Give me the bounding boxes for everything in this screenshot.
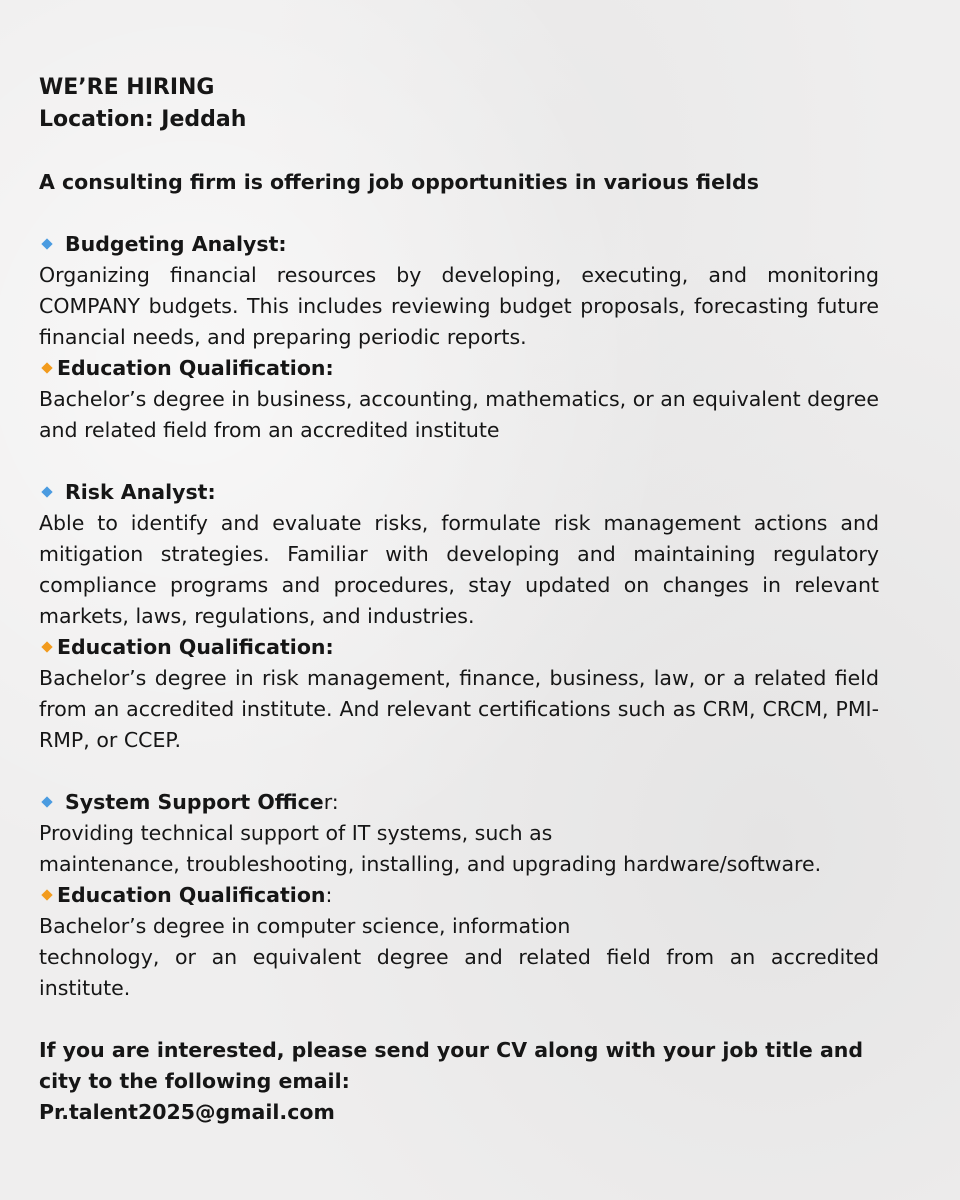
education-text [39, 911, 879, 1004]
job-posting [39, 72, 879, 1128]
blue-diamond-icon [41, 238, 52, 249]
orange-diamond-icon [41, 889, 52, 900]
education-label-row [39, 632, 879, 663]
education-text-line: Bachelor’s degree in computer science, information [39, 914, 571, 938]
spacer [39, 446, 879, 477]
job-title: Budgeting Analyst: [65, 232, 287, 256]
page-title: WE’RE HIRING [39, 75, 215, 100]
education-label: Education Qualification: [57, 356, 334, 380]
spacer [39, 1004, 879, 1035]
education-label-row [39, 353, 879, 384]
job-title-row [39, 229, 879, 260]
call-to-action: If you are interested, please send your CV along with your job title and city to the following email: [39, 1038, 864, 1093]
education-label-row [39, 880, 879, 911]
education-text-line: technology, or an equivalent degree and related field from an accredited institute. [39, 945, 879, 1000]
job-section-risk-analyst [39, 477, 879, 756]
job-description [39, 818, 879, 880]
job-title-row [39, 787, 879, 818]
education-text: Bachelor’s degree in business, accounting, mathematics, or an equivalent degree and related field from an accredited institute [39, 387, 879, 442]
spacer [39, 198, 879, 229]
job-title: System Support Office [65, 790, 324, 814]
contact-email[interactable]: Pr.talent2025@gmail.com [39, 1100, 335, 1124]
location-label: Location: Jeddah [39, 107, 247, 132]
blue-diamond-icon [41, 796, 52, 807]
spacer [39, 756, 879, 787]
orange-diamond-icon [41, 641, 52, 652]
job-section-system-support-officer [39, 787, 879, 1004]
education-label: Education Qualification [57, 883, 326, 907]
job-title-row [39, 477, 879, 508]
orange-diamond-icon [41, 362, 52, 373]
job-description: Able to identify and evaluate risks, formulate risk management actions and mitigation strategies. Familiar with developing and maintaining regulatory compliance programs and procedures, stay updated on changes in relevant markets, laws, regulations, and industries. [39, 511, 879, 628]
job-description-line: maintenance, troubleshooting, installing, and upgrading hardware/software. [39, 852, 822, 876]
intro-text: A consulting firm is offering job opportunities in various fields [39, 170, 759, 194]
job-title: Risk Analyst: [65, 480, 216, 504]
spacer [39, 136, 879, 167]
job-description: Organizing financial resources by developing, executing, and monitoring COMPANY budgets. This includes reviewing budget proposals, forecasting future financial needs, and preparing periodic reports. [39, 263, 879, 349]
education-label-suffix: : [325, 883, 333, 907]
job-section-budgeting-analyst [39, 229, 879, 446]
job-title-suffix: r: [323, 790, 339, 814]
blue-diamond-icon [41, 486, 52, 497]
job-description-line: Providing technical support of IT systems, such as [39, 821, 553, 845]
education-label: Education Qualification: [57, 635, 334, 659]
education-text: Bachelor’s degree in risk management, finance, business, law, or a related field from an accredited institute. And relevant certifications such as CRM, CRCM, PMI-RMP, or CCEP. [39, 666, 879, 752]
